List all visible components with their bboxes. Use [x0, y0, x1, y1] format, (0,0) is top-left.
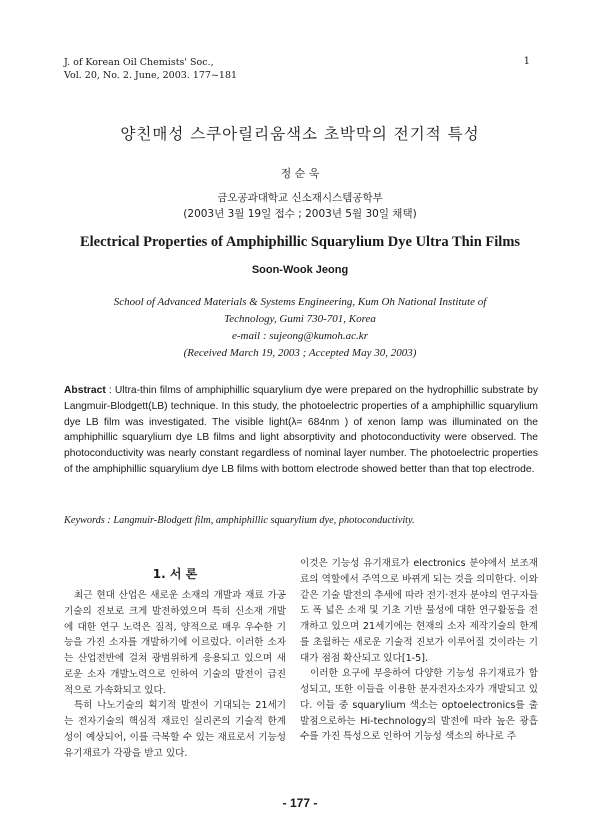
paragraph: 이러한 요구에 부응하여 다양한 기능성 유기재료가 합성되고, 또한 이들을 이용한 분자전자소자가 개발되고 있다. 이들 중 squarylium 색소는 optoelectronics를 출발점으로하는 Hi-technology의 발전에 따라 높은 광흡수를 가진 특성으로 인하여 기능성 색소의 하나로 주: [300, 668, 538, 743]
paragraph: 최근 현대 산업은 새로운 소재의 개발과 재료 가공 기술의 진보로 크게 발전하였으며 특히 신소재 개발에 대한 연구 노력은 질적, 양적으로 매우 우수한 기능을 가진 소자를 개발하기에 이르렀다. 이러한 소자는 산업전반에 걸쳐 광범위하게 응용되고 있으며 새로운 소자 개발노력으로 인하여 기술의 발전이 급진적으로 가속화되고 있다.: [64, 590, 286, 696]
author-english: Soon-Wook Jeong: [251, 264, 349, 276]
title-korean: 양친매성 스쿠아릴리움색소 초박막의 전기적 특성: [120, 125, 480, 143]
keywords: Keywords : Langmuir-Blodgett film, amphiphillic squarylium dye, photoconductivity.: [64, 515, 415, 526]
received-dates: (Received March 19, 2003 ; Accepted May 30, 2003): [183, 347, 417, 359]
affiliation-line-1: School of Advanced Materials & Systems Engineering, Kum Oh National Institute of: [113, 296, 487, 308]
affiliation-line-2: Technology, Gumi 730-701, Korea: [224, 313, 376, 325]
author-korean: 정 순 욱: [280, 167, 320, 180]
affiliation-korean: [0, 190, 600, 222]
affiliation-english: [60, 294, 540, 362]
body-column-left: [64, 588, 286, 761]
page-number-footer: - 177 -: [282, 796, 318, 810]
journal-line-2: Vol. 20, No. 2. June, 2003. 177~181: [64, 70, 238, 81]
section-heading: 1. 서 론: [152, 567, 198, 581]
paragraph: 특히 나노기술의 획기적 발전이 기대되는 21세기는 전자기술의 핵심적 재료인 실리콘의 기술적 한계성이 예상되어, 이를 극복할 수 있는 재료로서 기능성 유기재료가 각광을 받고 있다.: [64, 700, 286, 759]
abstract-text: : Ultra-thin films of amphiphillic squarylium dye were prepared on the hydrophillic substrate by Langmuir-Blodgett(LB) technique. In this study, the photoelectric properties of a amphiphillic squarylium dye LB film was investigated. The visible light(λ= 684nm ) of xenon lamp was illuminated on the amphiphillic squarylium dye LB films and light absorptivity and photoconductivity were observed. The photoconductivity was nearly constant regardless of nominal layer number. The photoelectric properties of the amphiphillic squarylium dye LB films with bottom electrode showed better than that top electrode.: [64, 385, 538, 475]
body-column-right: [300, 556, 538, 745]
abstract: [64, 383, 538, 478]
journal-citation: [64, 56, 237, 82]
abstract-label: Abstract: [64, 385, 106, 396]
journal-line-1: J. of Korean Oil Chemists' Soc.,: [64, 57, 214, 68]
dates-korean: (2003년 3월 19일 접수 ; 2003년 5월 30일 채택): [183, 208, 417, 220]
paragraph: 이것은 기능성 유기재료가 electronics 분야에서 보조재료의 역할에서 주역으로 바뀌게 되는 것을 의미한다. 이와 같은 기술 발전의 추세에 따라 전기·전자 분야의 연구자들도 폭 넓은 소재 및 기초 기반 물성에 대한 연구활동을 전개하고 있으며 21세기에는 현재의 소자 제작기술의 한계를 초월하는 새로운 기술적 진보가 이루어질 것이라는 기대가 점점 확산되고 있다[1-5].: [300, 558, 538, 664]
page-number-top: 1: [523, 56, 530, 67]
title-english: Electrical Properties of Amphiphillic Squarylium Dye Ultra Thin Films: [79, 234, 521, 250]
author-email: e-mail : sujeong@kumoh.ac.kr: [232, 330, 368, 342]
affiliation-korean-name: 금오공과대학교 신소재시스템공학부: [217, 192, 383, 204]
